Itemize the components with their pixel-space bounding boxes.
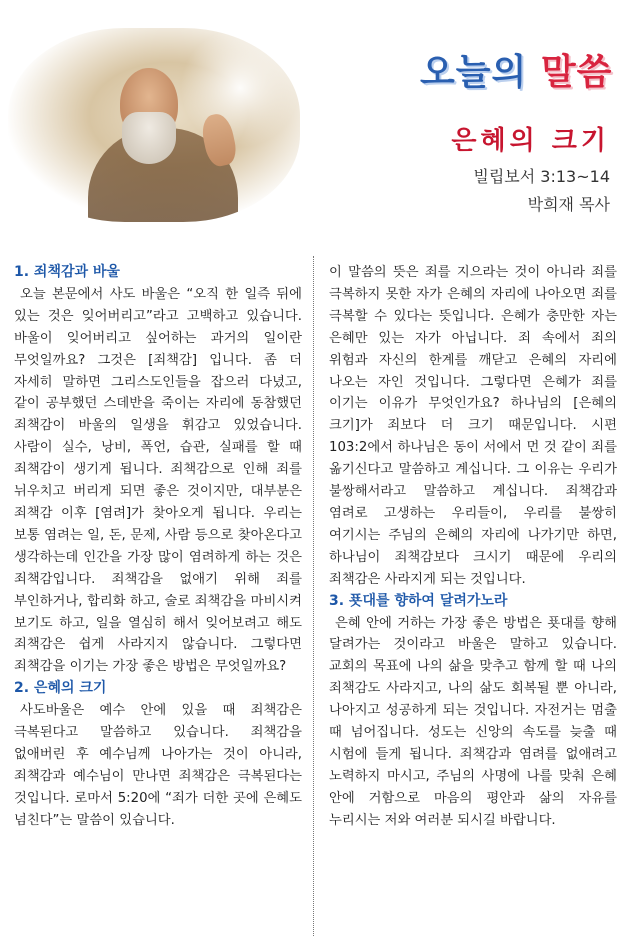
section-3-text: 은혜 안에 거하는 가장 좋은 방법은 푯대를 향해 달려가는 것이라고 바울은 말하고 있습니다. 교회의 목표에 나의 삶을 맞추고 함께 할 때 나의 죄책감도 사라지고, 나의 삶도 회복될 뿐 아니라, 나아지고 성공하게 되는 것입니다. 자전거는 멈출 때 넘어집니다. 성도는 신앙의 속도를 늦출 때 시험에 들게 됩니다. 죄책감과 염려를 없애려고 노력하지 마시고, 주님의 사명에 나를 맞춰 은혜 안에 거함으로 마음의 평안과 삶의 자유를 누리시는 저와 여러분 되시길 바랍니다. — [329, 615, 617, 828]
bulletin-title — [420, 44, 620, 100]
preacher-name: 박희재 목사 — [527, 195, 610, 214]
right-column — [329, 262, 617, 832]
scripture-reference: 빌립보서 3:13~14 — [473, 167, 610, 186]
section-2-heading: 2. 은혜의 크기 — [14, 680, 107, 697]
sermon-title: 은혜의 크기 — [451, 126, 610, 156]
title-part-word: 말씀 — [540, 52, 613, 93]
left-column — [14, 262, 302, 832]
section-3-heading: 3. 푯대를 향하여 달려가노라 — [329, 592, 508, 609]
praying-man-illustration — [8, 28, 300, 222]
section-1-heading: 1. 죄책감과 바울 — [14, 264, 120, 280]
section-2-continued-text: 이 말씀의 뜻은 죄를 지으라는 것이 아니라 죄를 극복하지 못한 자가 은혜의 자리에 나아오면 죄를 극복할 수 있다는 뜻입니다. 은혜가 충만한 자는 은혜만 있는 자가 아닙니다. 죄 속에서 죄의 위험과 자신의 한계를 깨닫고 은혜의 자리에 나오는 자인 것입니다. 그렇다면 은혜가 죄를 이기는 이유가 무엇인가요? 하나님의 [은혜의 크기]가 죄보다 더 크기 때문입니다. 시편 103:2에서 하나님은 동이 서에서 먼 것 같이 죄를 옮기신다고 말씀하고 계십니다. 그 이유는 우리가 불쌍해서라고 말씀하고 계십니다. 죄책감과 염려로 고생하는 우리들이, 우리를 불쌍히 여기시는 주님의 은혜의 자리에 나가기만 하면, 하나님이 죄책감보다 크시기 때문에 우리의 죄책감은 사라지게 되는 것입니다. — [329, 265, 617, 587]
title-part-today: 오늘의 — [420, 52, 541, 93]
section-1-text: 오늘 본문에서 사도 바울은 “오직 한 일즉 뒤에 있는 것은 잊어버리고”라고 고백하고 있습니다. 바울이 잊어버리고 싶어하는 과거의 일이란 무엇일까요? 그것은 [죄책감] 입니다. 좀 더 자세히 말하면 그리스도인들을 잡으러 다녔고, 같이 공부했던 스데반을 죽이는 자리에 동참했던 죄책감이 바울의 일생을 휘감고 있었습니다. 사람이 실수, 낭비, 폭언, 습관, 실패를 할 때 죄책감이 생기게 됩니다. 죄책감으로 인해 죄를 뉘우치고 버리게 되면 좋은 것이지만, 대부분은 죄책감 이후 [염려]가 찾아오게 됩니다. 우리는 보통 염려는 일, 돈, 문제, 사람 등으로 찾아온다고 생각하는데 인간을 가장 많이 염려하게 하는 것은 죄책감입니다. 죄책감을 없애기 위해 죄를 부인하거나, 합리화 하고, 술로 죄책감을 마비시켜 보기도 하고, 일을 열심히 해서 잊어보려고 해도 죄책감은 쉽게 사라지지 않습니다. 그렇다면 죄책감을 이기는 가장 좋은 방법은 무엇일까요? — [14, 286, 302, 675]
column-divider — [313, 256, 314, 936]
section-2-text: 사도바울은 예수 안에 있을 때 죄책감은 극복된다고 말씀하고 있습니다. 죄책감을 없애버린 후 예수님께 나아가는 것이 아니라, 죄책감과 예수님이 만나면 죄책감은 극복된다는 것입니다. 로마서 5:20에 “죄가 더한 곳에 은혜도 넘친다”는 말씀이 있습니다. — [14, 703, 302, 828]
